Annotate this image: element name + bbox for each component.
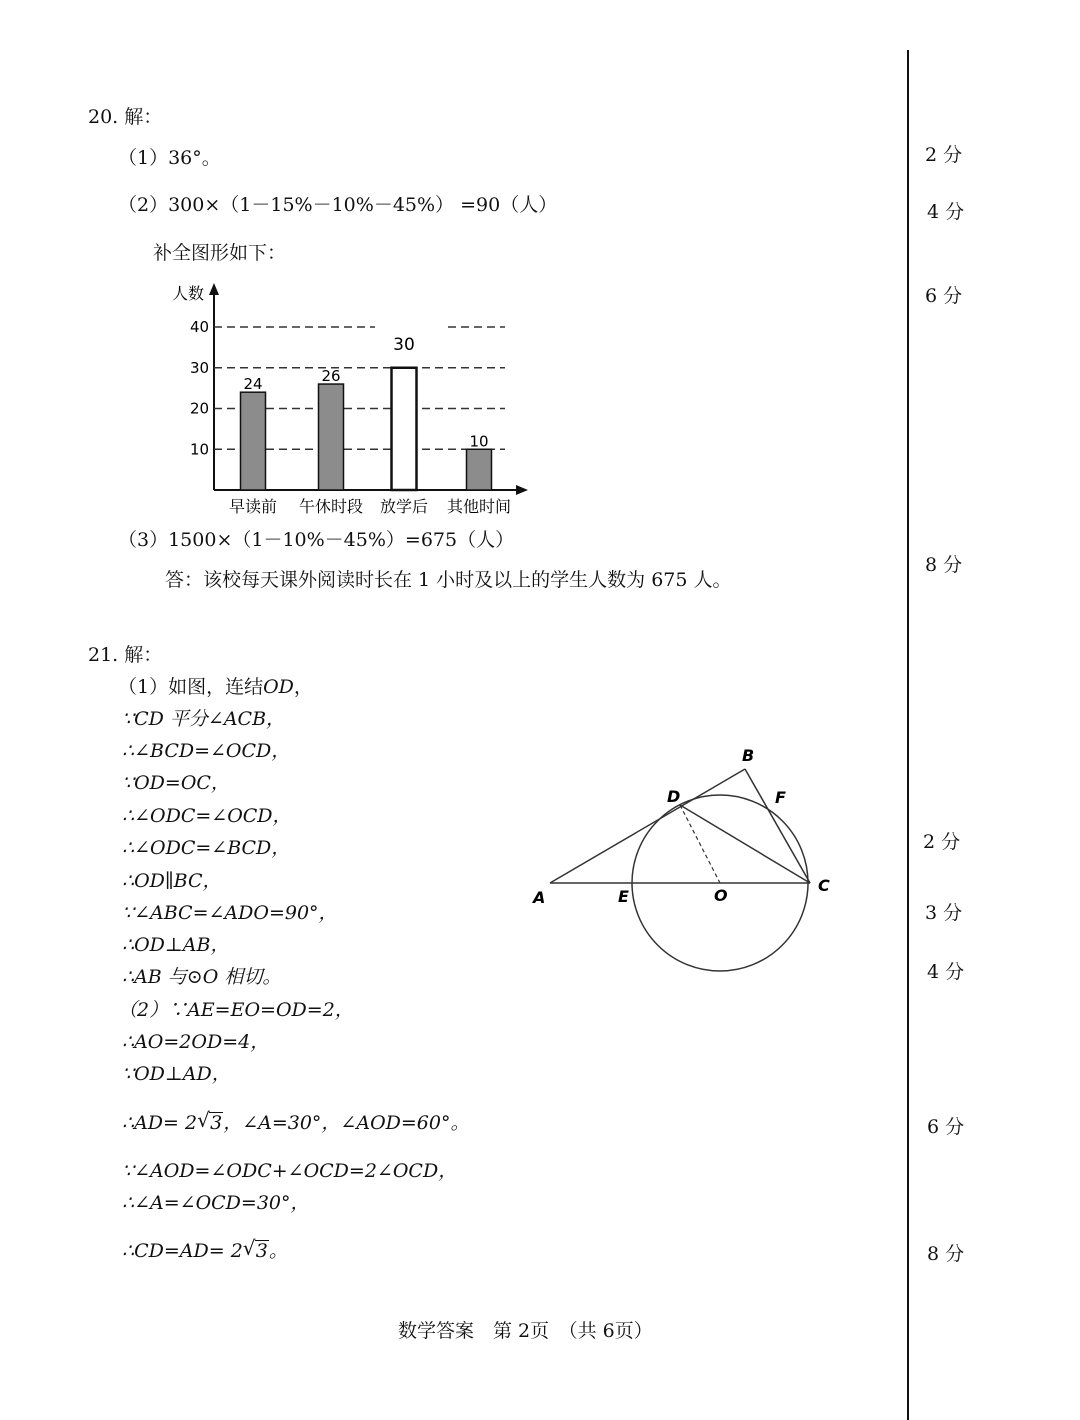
segment-bc bbox=[745, 769, 810, 883]
q21-line-8: ∴OD⊥AB， bbox=[122, 934, 230, 956]
q21-line-4: ∴∠ODC=∠OCD， bbox=[122, 805, 292, 827]
x-tick-label: 放学后 bbox=[379, 497, 429, 516]
score-9: 8 分 bbox=[927, 1243, 965, 1265]
score-4: 8 分 bbox=[925, 554, 963, 576]
q21-a-line: ∴∠A=∠OCD=30°， bbox=[122, 1192, 310, 1214]
q21-ad-radicand: 3 bbox=[210, 1112, 223, 1134]
q21-ad-line bbox=[122, 1108, 469, 1135]
score-6: 3 分 bbox=[925, 902, 963, 924]
q21-ad-suffix: ，∠A=30°，∠AOD=60°。 bbox=[223, 1112, 470, 1134]
y-tick-label: 40 bbox=[190, 318, 210, 336]
y-tick-labels bbox=[190, 318, 209, 458]
q21-cd-prefix: ∴CD=AD= 2 bbox=[122, 1240, 243, 1262]
q21-ad-sqrt bbox=[197, 1108, 223, 1134]
q21-part2-line-3: ∵OD⊥AD， bbox=[122, 1063, 231, 1085]
bar bbox=[241, 392, 266, 490]
q21-line-1: ∵CD 平分∠ACB， bbox=[122, 708, 286, 730]
q21-part2-line-1: （2）∵AE=EO=OD=2， bbox=[118, 999, 354, 1021]
value-labels bbox=[243, 335, 488, 451]
q21-part2-line-2: ∴AO=2OD=4， bbox=[122, 1031, 270, 1053]
y-tick-label: 20 bbox=[190, 399, 210, 418]
y-tick-label: 10 bbox=[190, 440, 210, 459]
q20-heading: 20. 解： bbox=[88, 106, 163, 128]
q21-aod-line: ∵∠AOD=∠ODC+∠OCD=2∠OCD， bbox=[122, 1160, 458, 1182]
q20-part3: （3）1500×（1－10%－45%）=675（人） bbox=[118, 529, 515, 551]
x-tick-label: 午休时段 bbox=[298, 497, 364, 516]
label-a: A bbox=[533, 888, 546, 907]
q21-cd-sqrt bbox=[242, 1236, 269, 1262]
q20-part1: （1）36°。 bbox=[118, 147, 221, 169]
value-label: 26 bbox=[321, 367, 341, 386]
y-tick-label: 30 bbox=[190, 358, 210, 377]
q21-line-7: ∵∠ABC=∠ADO=90°， bbox=[122, 902, 338, 924]
geometry-figure bbox=[520, 735, 850, 985]
bar bbox=[319, 384, 344, 490]
margin-rule bbox=[907, 50, 909, 1420]
sqrt-symbol: √ bbox=[197, 1108, 210, 1132]
q20-part2: （2）300×（1－15%－10%－45%） =90（人） bbox=[118, 194, 558, 216]
q21-line-3: ∵OD=OC， bbox=[122, 772, 230, 794]
q20-figure-caption: 补全图形如下： bbox=[153, 242, 287, 264]
y-axis-arrow bbox=[209, 283, 219, 295]
score-7: 4 分 bbox=[927, 961, 965, 983]
score-5: 2 分 bbox=[923, 831, 961, 853]
x-tick-label: 早读前 bbox=[228, 497, 278, 516]
label-b: B bbox=[742, 746, 755, 765]
q21-ad-prefix: ∴AD= 2 bbox=[122, 1112, 198, 1134]
score-3: 6 分 bbox=[925, 285, 963, 307]
page-footer: 数学答案 第 2页 （共 6页） bbox=[398, 1320, 653, 1342]
score-8: 6 分 bbox=[927, 1116, 965, 1138]
q21-line-2: ∴∠BCD=∠OCD， bbox=[122, 740, 291, 762]
label-e: E bbox=[618, 887, 629, 906]
bar-chart bbox=[150, 275, 550, 525]
q21-line-5: ∴∠ODC=∠BCD， bbox=[122, 837, 291, 859]
bar bbox=[467, 449, 492, 490]
bars bbox=[241, 368, 492, 490]
q21-part1-intro-od: OD bbox=[263, 676, 294, 698]
q21-part1-intro-text: （1）如图，连结 bbox=[118, 676, 264, 698]
q21-heading: 21. 解： bbox=[88, 644, 163, 666]
q21-cd-line bbox=[122, 1236, 288, 1263]
sqrt-symbol: √ bbox=[242, 1236, 256, 1260]
label-d: D bbox=[667, 787, 681, 806]
x-tick-label: 其他时间 bbox=[446, 497, 512, 516]
value-label: 30 bbox=[393, 334, 415, 355]
q21-line-6: ∴OD∥BC， bbox=[122, 870, 222, 892]
q20-answer: 答：该校每天课外阅读时长在 1 小时及以上的学生人数为 675 人。 bbox=[165, 569, 732, 591]
q21-line-9: ∴AB 与⊙O 相切。 bbox=[122, 966, 282, 988]
q21-cd-radicand: 3 bbox=[255, 1240, 268, 1262]
score-1: 2 分 bbox=[925, 144, 963, 166]
label-c: C bbox=[818, 876, 830, 895]
x-tick-labels bbox=[229, 497, 511, 516]
x-axis-arrow bbox=[516, 485, 528, 495]
label-f: F bbox=[775, 788, 786, 807]
value-label: 10 bbox=[469, 432, 489, 451]
score-2: 4 分 bbox=[927, 201, 965, 223]
q21-part1-intro-comma: ， bbox=[293, 676, 313, 698]
bar bbox=[392, 368, 417, 490]
q21-part1-intro bbox=[118, 672, 313, 699]
label-o: O bbox=[714, 886, 728, 905]
q21-cd-suffix: 。 bbox=[268, 1240, 288, 1262]
value-label: 24 bbox=[243, 375, 263, 394]
y-axis-label: 人数 bbox=[172, 284, 205, 303]
